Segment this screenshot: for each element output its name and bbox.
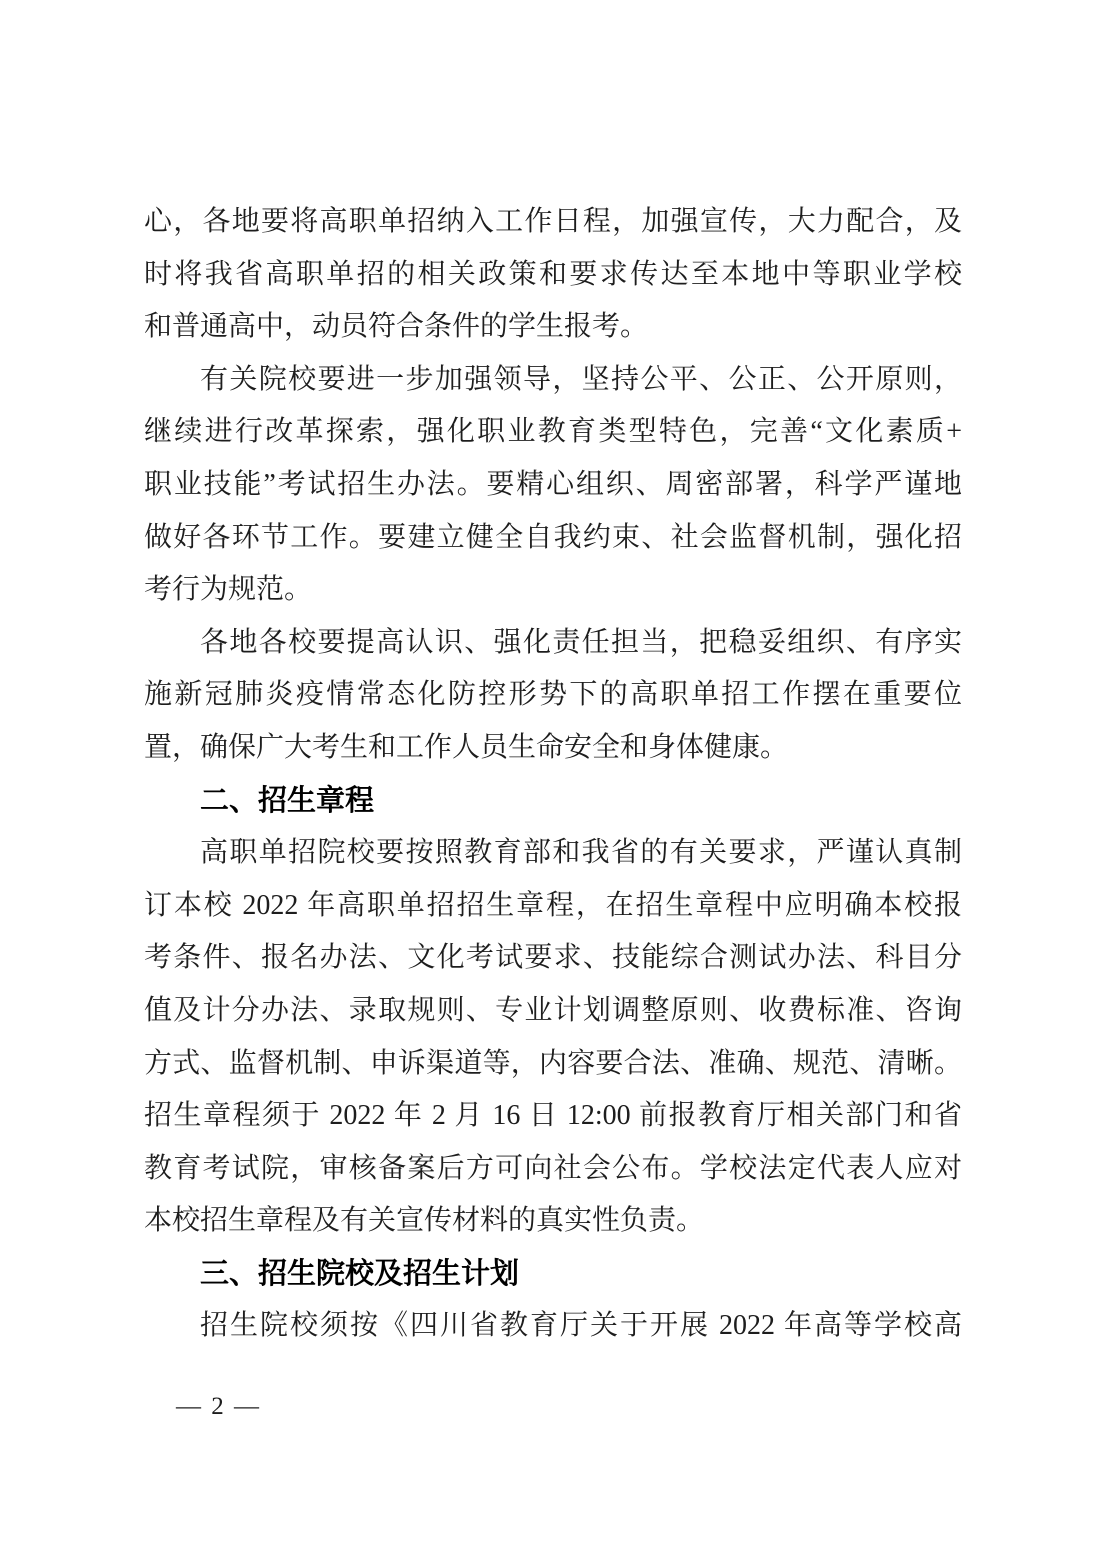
text-line: 职业技能”考试招生办法。要精心组织、周密部署，科学严谨地 (144, 468, 962, 500)
text-line: 高职单招院校要按照教育部和我省的有关要求，严谨认真制 (200, 837, 962, 869)
text-line: 施新冠肺炎疫情常态化防控形势下的高职单招工作摆在重要位 (144, 679, 962, 711)
text-line: 和普通高中，动员符合条件的学生报考。 (144, 311, 649, 343)
text-line: 继续进行改革探索，强化职业教育类型特色，完善“文化素质+ (144, 416, 962, 448)
text-line: 有关院校要进一步加强领导，坚持公平、公正、公开原则， (200, 363, 962, 395)
text-line: 方式、监督机制、申诉渠道等，内容要合法、准确、规范、清晰。 (144, 1047, 962, 1079)
text-line: 招生院校须按《四川省教育厅关于开展 2022 年高等学校高 (200, 1310, 962, 1342)
text-line: 时将我省高职单招的相关政策和要求传达至本地中等职业学校 (144, 258, 962, 290)
section-heading: 二、招生章程 (200, 784, 375, 817)
text-line: 值及计分办法、录取规则、专业计划调整原则、收费标准、咨询 (144, 994, 962, 1026)
page-number: — 2 — (176, 1393, 261, 1420)
text-line: 教育考试院，审核备案后方可向社会公布。学校法定代表人应对 (144, 1152, 962, 1184)
text-line: 考行为规范。 (144, 574, 313, 606)
text-line: 心，各地要将高职单招纳入工作日程，加强宣传，大力配合，及 (144, 206, 962, 237)
text-line: 招生章程须于 2022 年 2 月 16 日 12:00 前报教育厅相关部门和省 (144, 1100, 962, 1132)
text-line: 订本校 2022 年高职单招招生章程，在招生章程中应明确本校报 (144, 889, 962, 921)
section-heading: 三、招生院校及招生计划 (200, 1257, 520, 1290)
text-line: 置，确保广大考生和工作人员生命安全和身体健康。 (144, 731, 789, 763)
text-line: 本校招生章程及有关宣传材料的真实性负责。 (144, 1205, 705, 1237)
document-body-text (144, 196, 962, 1353)
text-line: 做好各环节工作。要建立健全自我约束、社会监督机制，强化招 (144, 521, 962, 553)
text-line: 各地各校要提高认识、强化责任担当，把稳妥组织、有序实 (200, 626, 962, 658)
text-line: 考条件、报名办法、文化考试要求、技能综合测试办法、科目分 (144, 942, 962, 974)
